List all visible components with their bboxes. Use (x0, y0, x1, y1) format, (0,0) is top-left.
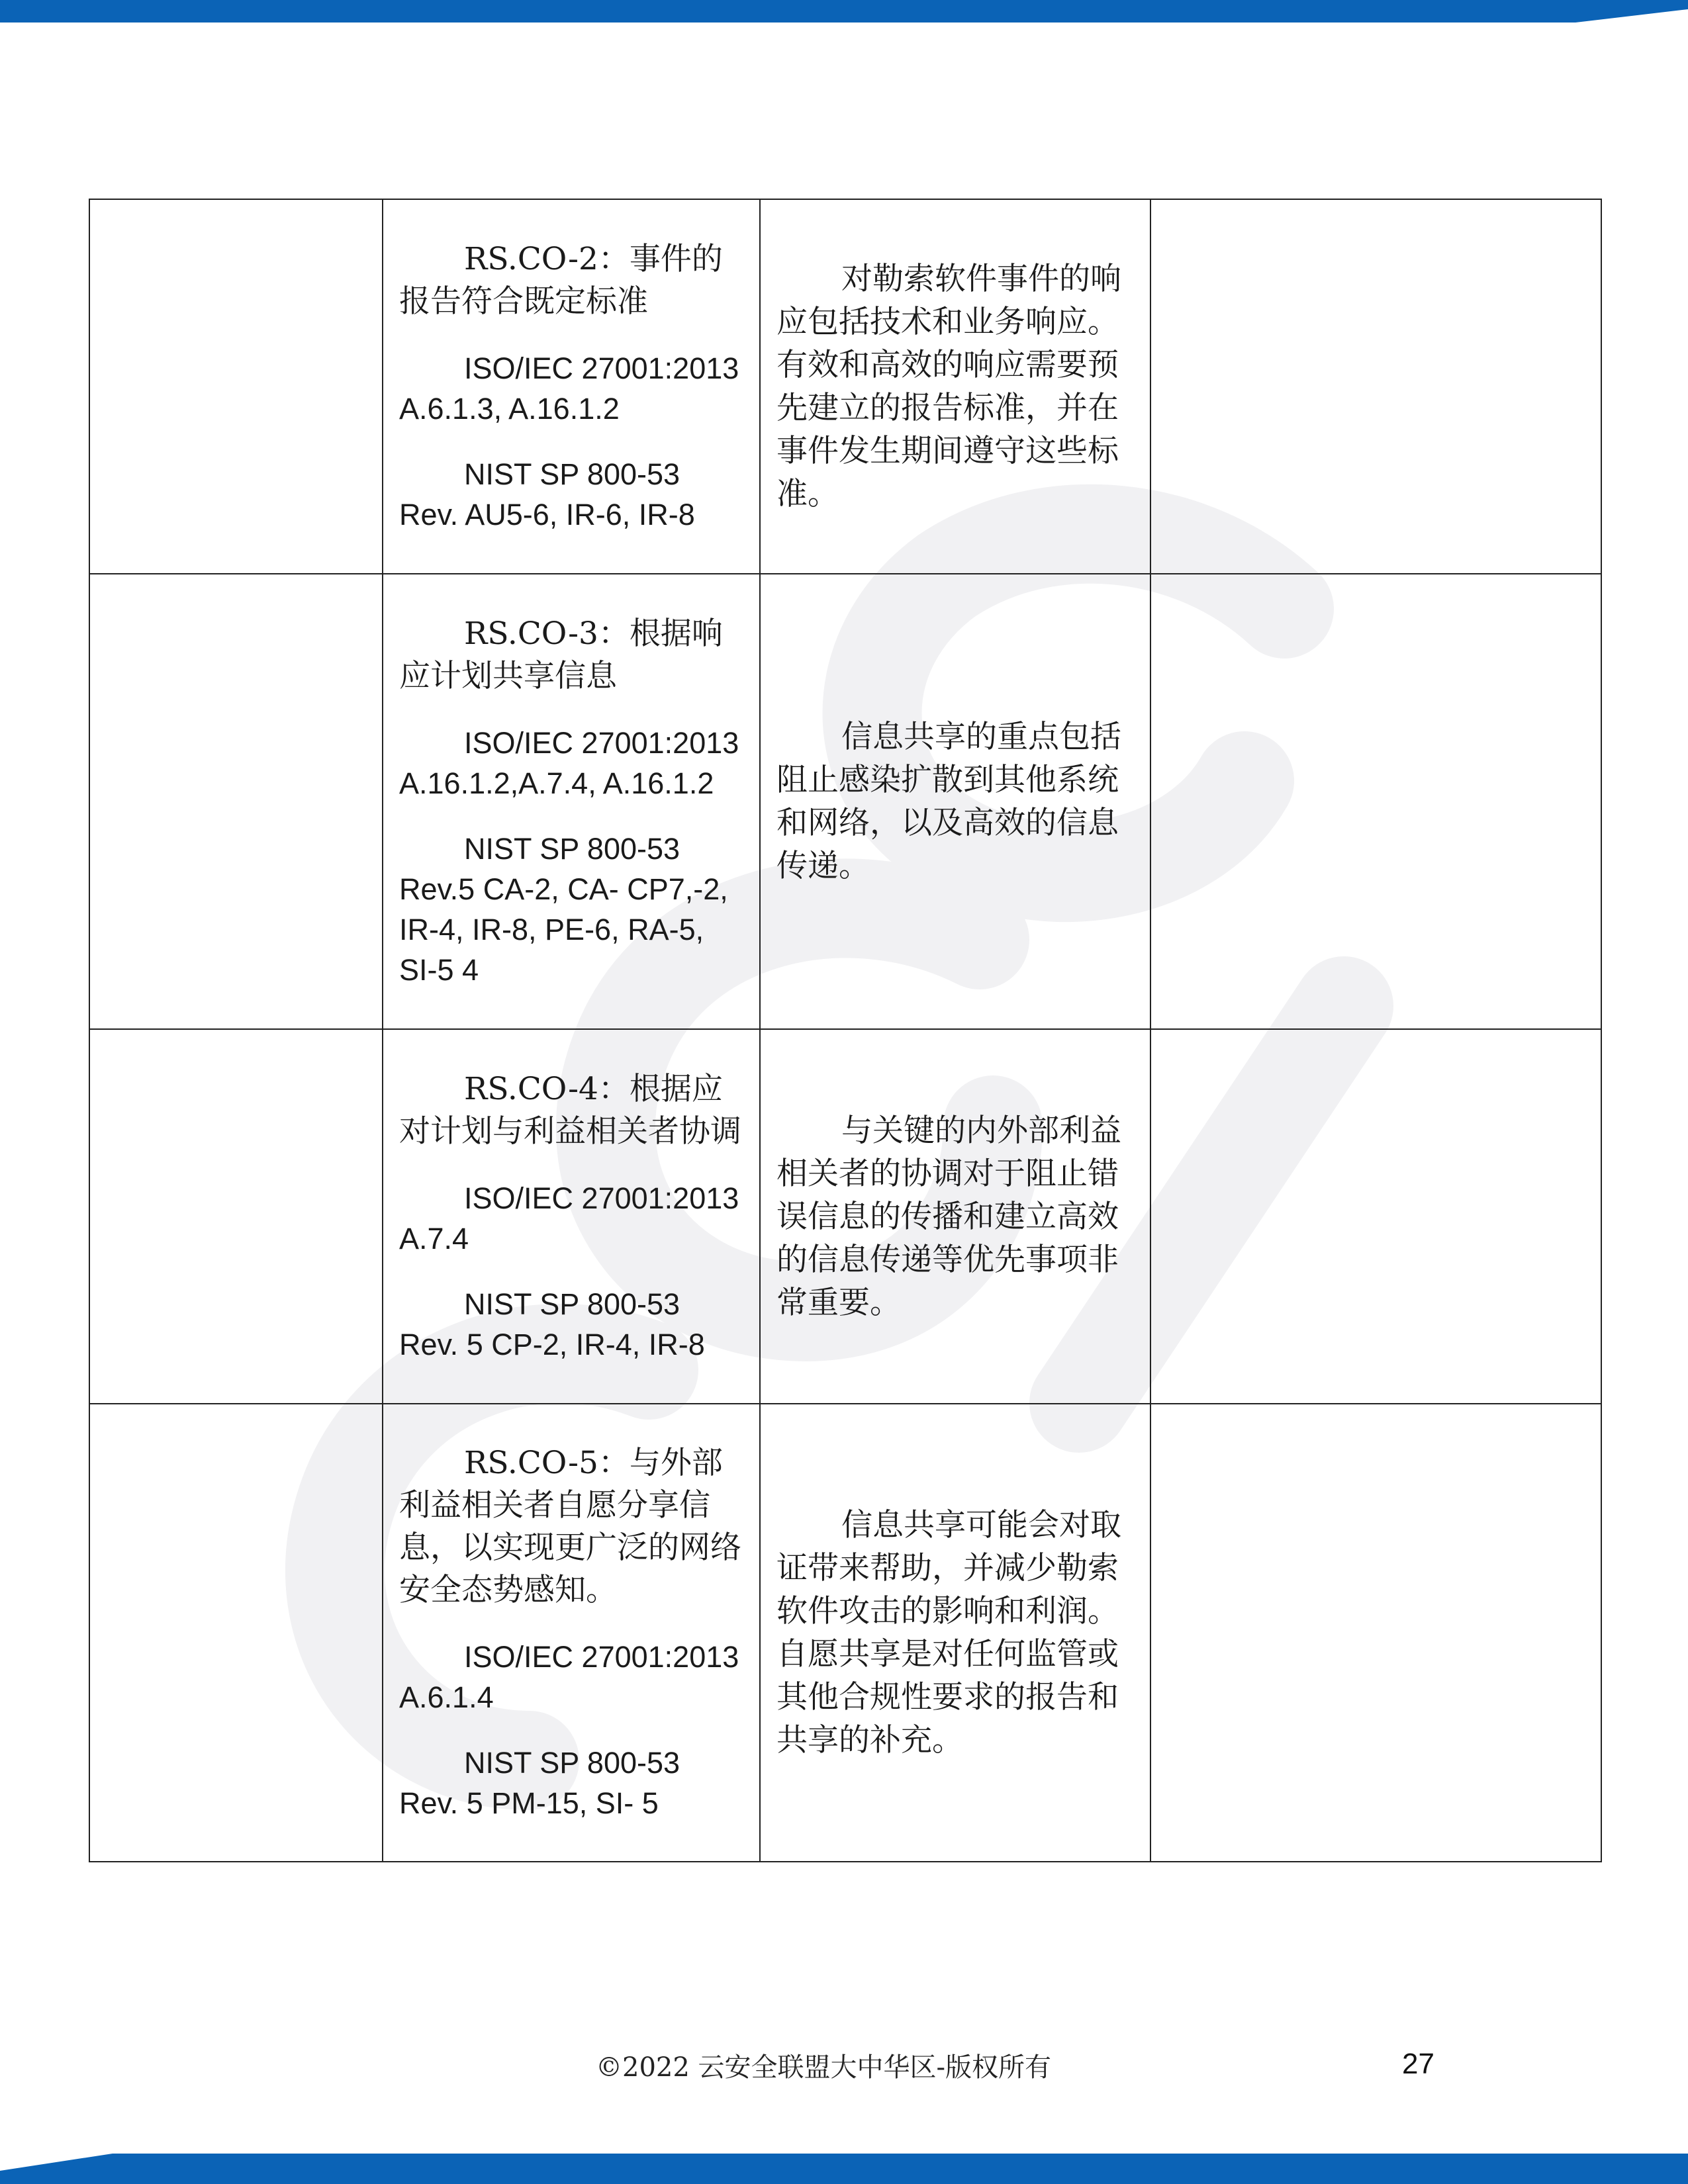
nist-reference: NIST SP 800-53 Rev.5 CA-2, CA- CP7,-2, IR-4, IR-8, PE-6, RA-5, SI-5 4 (399, 832, 728, 987)
control-cell (383, 1404, 760, 1862)
empty-cell (1150, 574, 1601, 1029)
table-row (89, 1029, 1601, 1404)
control-title: RS.CO-3：根据响应计划共享信息 (399, 615, 723, 694)
description-text: 与关键的内外部利益相关者的协调对于阻止错误信息的传播和建立高效的信息传递等优先事项非常重要。 (776, 1112, 1121, 1321)
empty-cell (1150, 1029, 1601, 1404)
description-text: 信息共享的重点包括阻止感染扩散到其他系统和网络，以及高效的信息传递。 (776, 719, 1121, 884)
table-row (89, 199, 1601, 574)
empty-cell (89, 574, 383, 1029)
description-cell (760, 199, 1150, 574)
iso-reference: ISO/IEC 27001:2013 A.7.4 (399, 1181, 739, 1255)
control-title: RS.CO-2：事件的报告符合既定标准 (399, 241, 723, 320)
footer-copyright: ©2022 云安全联盟大中华区-版权所有 (596, 2052, 1052, 2083)
empty-cell (1150, 199, 1601, 574)
empty-cell (1150, 1404, 1601, 1862)
description-text: 信息共享可能会对取证带来帮助，并减少勒索软件攻击的影响和利润。自愿共享是对任何监管或其他合规性要求的报告和共享的补充。 (776, 1507, 1121, 1758)
control-cell (383, 574, 760, 1029)
description-text: 对勒索软件事件的响应包括技术和业务响应。有效和高效的响应需要预先建立的报告标准，并在事件发生期间遵守这些标准。 (776, 261, 1121, 512)
control-title: RS.CO-5：与外部利益相关者自愿分享信息，以实现更广泛的网络安全态势感知。 (399, 1445, 741, 1608)
empty-cell (89, 1029, 383, 1404)
nist-reference: NIST SP 800-53 Rev. 5 PM-15, SI- 5 (399, 1746, 680, 1820)
control-cell (383, 199, 760, 574)
empty-cell (89, 1404, 383, 1862)
header-band (0, 0, 1688, 23)
nist-reference: NIST SP 800-53 Rev. 5 CP-2, IR-4, IR-8 (399, 1287, 705, 1361)
iso-reference: ISO/IEC 27001:2013 A.6.1.4 (399, 1640, 739, 1714)
description-cell (760, 574, 1150, 1029)
description-cell (760, 1404, 1150, 1862)
footer-band (0, 2154, 1688, 2184)
table-row (89, 574, 1601, 1029)
iso-reference: ISO/IEC 27001:2013 A.16.1.2,A.7.4, A.16.1.2 (399, 726, 739, 800)
page-number: 27 (1402, 2048, 1434, 2080)
iso-reference: ISO/IEC 27001:2013 A.6.1.3, A.16.1.2 (399, 351, 739, 426)
controls-table (89, 199, 1602, 1862)
control-cell (383, 1029, 760, 1404)
description-cell (760, 1029, 1150, 1404)
table-row (89, 1404, 1601, 1862)
empty-cell (89, 199, 383, 574)
nist-reference: NIST SP 800-53 Rev. AU5-6, IR-6, IR-8 (399, 457, 695, 531)
control-title: RS.CO-4：根据应对计划与利益相关者协调 (399, 1071, 741, 1150)
